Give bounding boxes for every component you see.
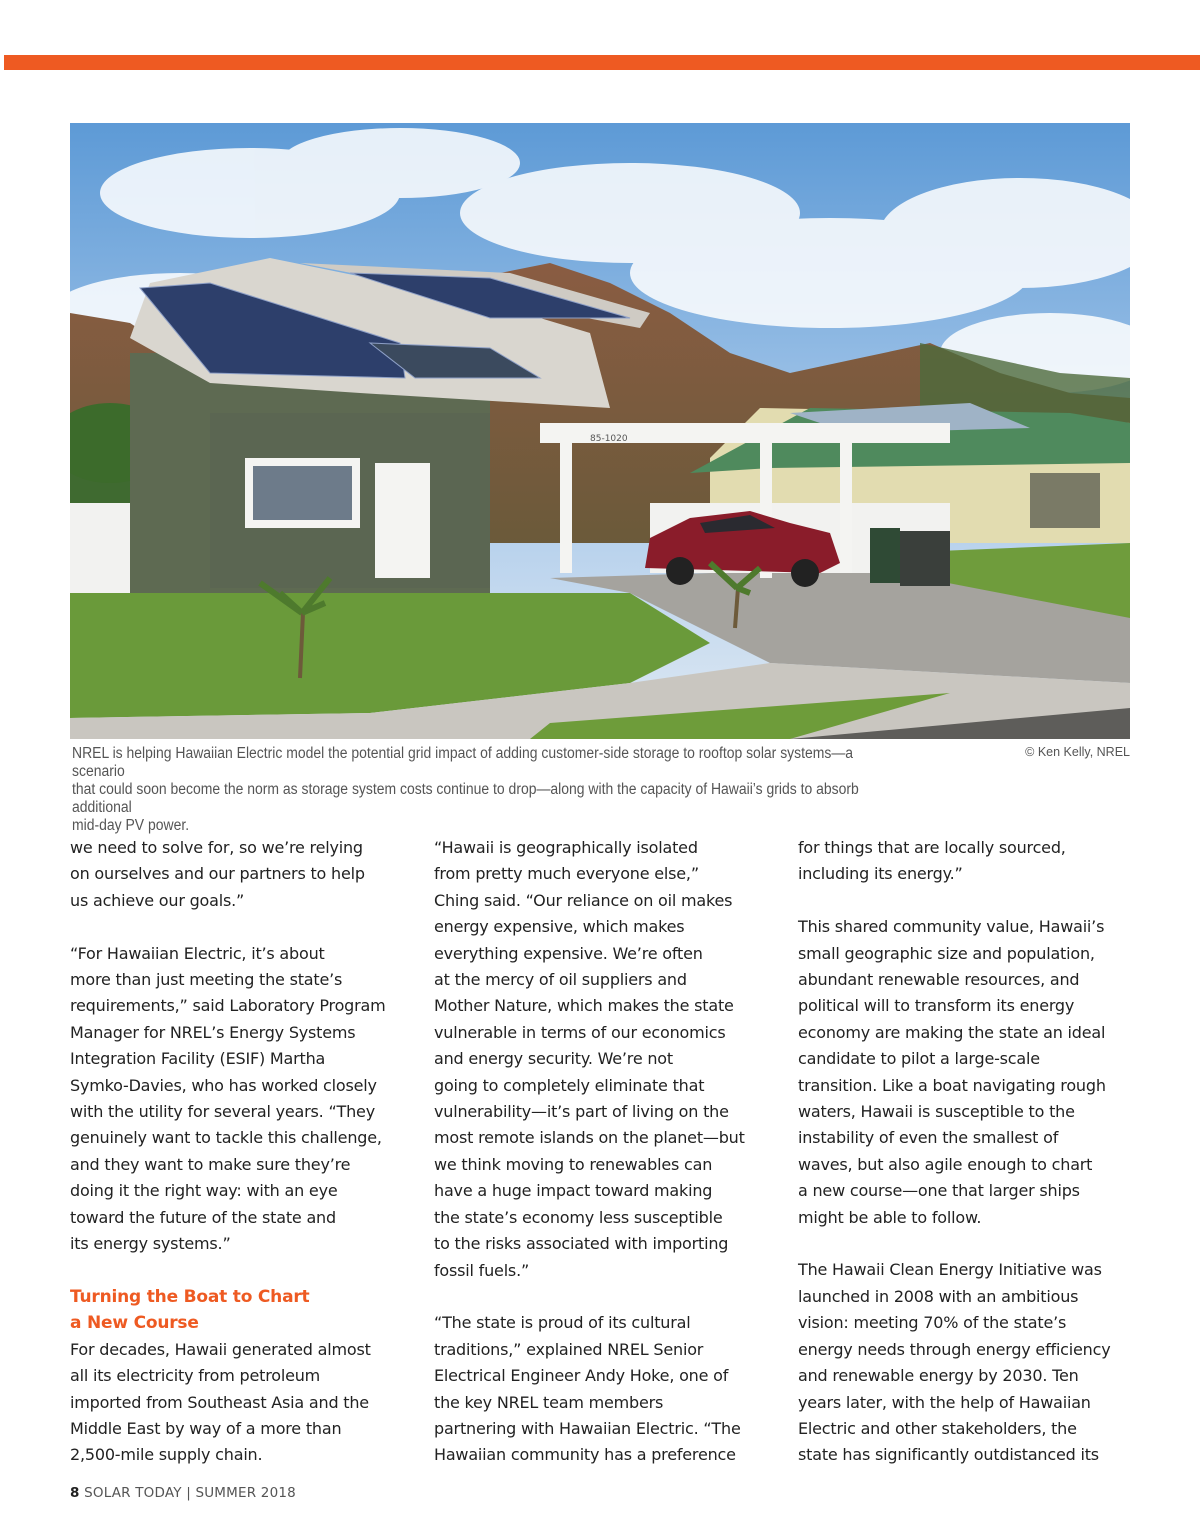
article-column-1 [70,835,410,1469]
section-heading: Turning the Boat to Chart a New Course [70,1286,310,1334]
page-footer [70,1485,296,1501]
paragraph: For decades, Hawaii generated almost all its electricity from petroleum imported from Southeast Asia and the Middle East by way of a more than 2,500-mile supply chain. [70,1339,371,1465]
paragraph: “The state is proud of its cultural traditions,” explained NREL Senior Electrical Engineer Andy Hoke, one of the key NREL team members partnering with Hawaiian Electric. “The Hawaiian community has a preference [434,1313,741,1465]
footer-separator: | [186,1485,191,1501]
photo-credit: © Ken Kelly, NREL [1025,745,1130,759]
article-column-2 [434,835,774,1469]
trash-bins [870,528,900,583]
paragraph: we need to solve for, so we’re relying on ourselves and our partners to help us achieve our goals.” [70,838,365,910]
house-number-plaque: 85-1020 [590,434,628,444]
top-accent-bar [4,55,1200,70]
issue-date: SUMMER 2018 [195,1485,296,1501]
paragraph: “Hawaii is geographically isolated from pretty much everyone else,” Ching said. “Our reliance on oil makes energy expensive, which makes everything expensive. We’re often at the mercy of oil suppliers and Mother Nature, which makes the state vulnerable in terms of our economics and energy security. We’re not going to completely eliminate that vulnerability—it’s part of living on the most remote islands on the planet—but we think moving to renewables can have a huge impact toward making the state’s economy less susceptible to the risks associated with importing fossil fuels.” [434,838,745,1280]
paragraph: for things that are locally sourced, including its energy.” [798,838,1066,884]
front-door [375,463,430,578]
paragraph: “For Hawaiian Electric, it’s about more than just meeting the state’s requirements,” said Laboratory Program Manager for NREL’s Energy Systems Integration Facility (ESIF) Martha Symko-Davies, who has worked closely with the utility for several years. “They genuinely want to tackle this challenge, and they want to make sure they’re doing it the right way: with an eye toward the future of the state and its energy systems.” [70,943,386,1254]
publication-name: SOLAR TODAY [84,1485,182,1501]
house-solar-photo [70,123,1130,739]
page-number: 8 [70,1485,80,1501]
paragraph: This shared community value, Hawaii’s small geographic size and population, abundant renewable resources, and political will to transform its energy economy are making the state an ideal candidate to pilot a large-scale transition. Like a boat navigating rough waters, Hawaii is susceptible to the instability of even the smallest of waves, but also agile enough to chart a new course—one that larger ships might be able to follow. [798,917,1106,1227]
paragraph: The Hawaii Clean Energy Initiative was launched in 2008 with an ambitious vision: meeting 70% of the state’s energy needs through energy efficiency and renewable energy by 2030. Ten years later, with the help of Hawaiian Electric and other stakeholders, the state has significantly outdistanced its [798,1260,1111,1465]
article-column-3 [798,835,1143,1469]
photo-caption: NREL is helping Hawaiian Electric model the potential grid impact of adding customer-side storage to rooftop solar systems—a scenario that could soon become the norm as storage system costs continue to drop—along with the capacity of Hawaii’s grids to absorb additional mid-day PV power. [72,745,859,834]
